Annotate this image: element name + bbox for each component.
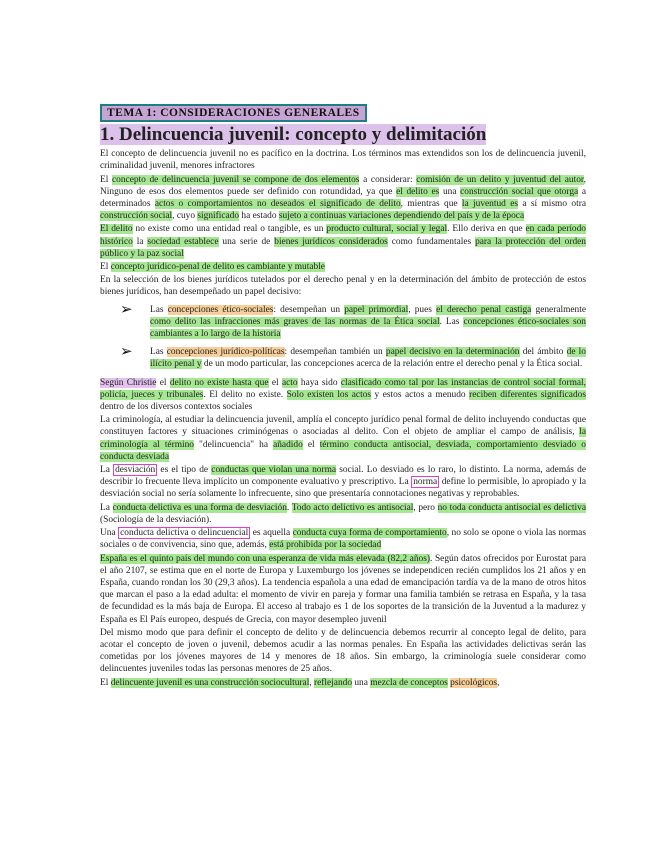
text-run: El [100,174,112,185]
highlighted-text: concepciones jurídico-políticas [166,347,285,358]
text-run: generalmente [531,304,586,315]
boxed-term: desviación [115,465,156,476]
heading [100,124,586,146]
text-run: a considerar: [359,174,417,185]
highlighted-text: como delito las infracciones más graves de las normas de la Ética social [150,316,440,327]
text-run: y estos actos a menudo [371,389,470,400]
highlighted-text: clasificado como tal por las instancias de control social formal, policía, jueces y tribunales [100,377,586,400]
paragraph-6 [100,377,586,414]
highlighted-text: papel primordial [344,304,409,315]
text-run: El [100,262,111,273]
text-run: . El delito no existe. [203,389,287,400]
section-title: TEMA 1: CONSIDERACIONES GENERALES [100,104,367,122]
paragraph-7 [100,414,586,463]
text-run: . Las [439,316,464,327]
text-run: del ámbito [519,347,567,358]
text-run: . [286,502,292,513]
highlighted-text: comisión de un delito y juventud del autor [416,174,584,185]
document-page [100,104,586,690]
paragraph-8 [100,464,586,501]
text-run: una [439,186,461,197]
text-run: a sí mismo otra [518,199,586,210]
highlighted-text: reflejando [314,677,353,688]
text-run: La [100,502,113,513]
highlighted-text: concepciones ético-sociales son cambiantes a lo largo de la historia [150,316,586,340]
highlighted-text: papel decisivo en la determinación [385,347,520,358]
highlighted-text: concepciones ético-sociales [167,304,274,315]
highlighted-text: de lo ilícito penal y [150,347,586,370]
highlighted-text: concepto de delincuencia juvenil se compone de dos elementos [112,174,360,185]
boxed-term: conducta delictiva o delincuencial [120,528,249,539]
highlighted-text: producto cultural, social y legal [326,224,448,235]
highlighted-text: significado [197,211,240,222]
highlighted-text: la criminología al término [100,427,586,450]
text-run: define lo permisible, lo apropiado y la desviación social no sería solamente lo infrecuente, sino que presentaría connotaciones negativas y reprobables. [100,477,586,500]
paragraph-12: Del mismo modo que para definir el concepto de delito y de delincuencia debemos recurrir al concepto legal de delito, para acotar el concepto de joven o juvenil, debemos acudir a las normas penales. En España las actividades delictivas serán las cometidas por los jóvenes mayores de 14 y menores de 18 años. Sin embargo, la criminología suele considerar como delincuentes juveniles todas las personas menores de 25 años. [100,627,586,675]
paragraph-10 [100,527,586,551]
text-run: social. Lo desviado es lo raro, lo distinto. La norma, además de describir lo frecuente lleva implícito un componente evaluativo y prescriptivo. La [100,465,587,488]
highlighted-text: bienes jurídicos considerados [274,236,388,247]
paragraph-1: El concepto de delincuencia juvenil no es pacífico en la doctrina. Los términos mas extendidos son los de delincuencia juvenil, criminalidad juvenil, menores infractores [100,149,586,172]
text-run: . Ello deriva en que [447,224,526,235]
text-run: Las [150,347,167,358]
highlighted-text: el delito es [396,186,440,197]
highlighted-text: Todo acto delictivo es antisocial [291,502,414,513]
highlighted-text: conductas que violan una norma [211,465,337,476]
highlighted-text: construcción social [100,211,173,222]
text-run: es aquella [250,528,293,539]
text-run: : desempeñan también un [284,347,386,358]
bullet-1 [100,301,586,341]
text-run: , Ninguno de esos dos elementos puede ser definido con rotundidad, ya que [100,174,586,197]
text-run: el [302,439,320,450]
text-run: , no solo se opone o viola las normas sociales o de convivencia, sino que, además, [100,528,586,551]
highlighted-text: está prohibida por la sociedad [269,540,382,551]
text-run: , [497,677,500,688]
highlighted-text: la juventud es [461,199,519,210]
text-run: , cuyo [172,211,198,222]
highlighted-text: el derecho penal castiga [436,304,532,315]
arrow-bullet-icon: ➢ [120,344,133,361]
text-run: El [100,677,111,688]
highlighted-text: delincuente juvenil es una construcción sociocultural [110,677,310,688]
highlighted-text: para la protección del orden público y la paz social [100,236,586,259]
text-run: una serie de [218,236,275,247]
text-run: , pues [408,304,437,315]
bullet-1-text [150,304,586,341]
highlighted-text: delito no existe hasta que [169,377,269,388]
paragraph-4 [100,261,586,273]
boxed-term: norma [413,477,438,488]
text-run: , pero [413,502,438,513]
text-run: no existe como una entidad real o tangible, es un [132,224,327,235]
highlighted-text: conducta delictiva es una forma de desviación [112,502,287,513]
text-run: haya sido [297,377,341,388]
highlighted-text: Según Christie [100,377,157,388]
paragraph-11 [100,553,586,626]
text-run: una [352,677,371,688]
text-run: dentro de los diversos contextos sociales [100,402,253,413]
paragraph-5: En la selección de los bienes jurídicos tutelados por el derecho penal y en la determinación del ámbito de protección de estos bienes jurídicos, han desempeñado un papel decisivo: [100,275,586,298]
highlighted-text: concepto jurídico-penal de delito es cambiante y mutable [110,262,325,273]
highlighted-text: conducta cuya forma de comportamiento [292,528,447,539]
arrow-bullet-icon: ➢ [120,301,133,318]
text-run: Las [150,304,168,315]
highlighted-text: acto [281,377,298,388]
highlighted-text: El delito [100,224,133,235]
paragraph-2 [100,174,586,223]
highlighted-text: añadido [273,439,303,450]
text-run: : desempeñan un [273,304,345,315]
highlighted-text: no toda conducta antisocial es delictiva [437,502,586,513]
text-run: "delincuencia" ha [193,439,274,450]
paragraph-9 [100,502,586,526]
heading-text: 1. Delincuencia juvenil: concepto y delimitación [100,124,487,146]
highlighted-text: Solo existen los actos [286,389,372,400]
text-run: de un modo particular, las concepciones acerca de la relación entre el derecho penal y la Ética social. [201,359,583,370]
text-run: , mientras que [400,199,462,210]
text-run: (Sociología de la desviación). [100,514,212,525]
text-run: . Según datos ofrecidos por Eurostat para el año 2107, se estima que en el norte de Europa y Luxemburgo los jóvenes se independicen recién cumplidos los 21 años y en España, cuando rondan los 30 (29,3 años). La tendencia española a una edad de emancipación tardía va de la mano de otros hitos que marcan el paso a la edad adulta: el momento de vivir en pareja y formar una familia también se retrasa en España, y la tasa de fecundidad es la más baja de Europa. El acceso al trabajo es 1 de los soportes de la transición de la Juventud a la madurez y España es El País europeo, después de Grecia, con mayor desempleo juvenil [100,553,586,625]
highlighted-text: sujeto a continuas variaciones dependiendo del país y de la época [278,211,525,222]
text-run: Una [100,528,119,539]
bullet-2 [100,346,586,370]
highlighted-text: España es el quinto país del mundo con una esperanza de vida más elevada (82,2 años) [100,553,430,564]
highlighted-text: psicológicos [450,677,498,688]
text-run: ha estado [239,211,279,222]
text-run: el [156,377,170,388]
text-run: a determinados [100,186,586,210]
highlighted-text: término conducta antisocial, desviada, comportamiento desviado o conducta desviada [100,439,586,462]
highlighted-text: actos o comportamientos no deseados el significado de delito [154,199,401,210]
paragraph-3 [100,223,586,260]
text-run: como fundamentales [387,236,476,247]
highlighted-text: reciben diferentes significados [469,389,586,400]
text-run: La criminología, al estudiar la delincuencia juvenil, amplía el concepto jurídico penal formal de delito incluyendo conductas que constituyen factores y situaciones criminógenas o asociadas al delito. Con el objeto de ampliar el campo de análisis, [100,415,586,438]
text-run: es el tipo de [157,465,212,476]
text-run: La [100,465,114,476]
highlighted-text: sociedad establece [147,236,219,247]
highlighted-text: en cada período histórico [100,224,586,247]
highlighted-text: mezcla de conceptos [370,677,448,688]
text-run: , [309,677,315,688]
paragraph-13 [100,677,586,689]
text-run: la [132,236,148,247]
highlighted-text: construcción social que otorga [460,186,579,197]
text-run: el [268,377,282,388]
bullet-2-text [150,346,586,370]
